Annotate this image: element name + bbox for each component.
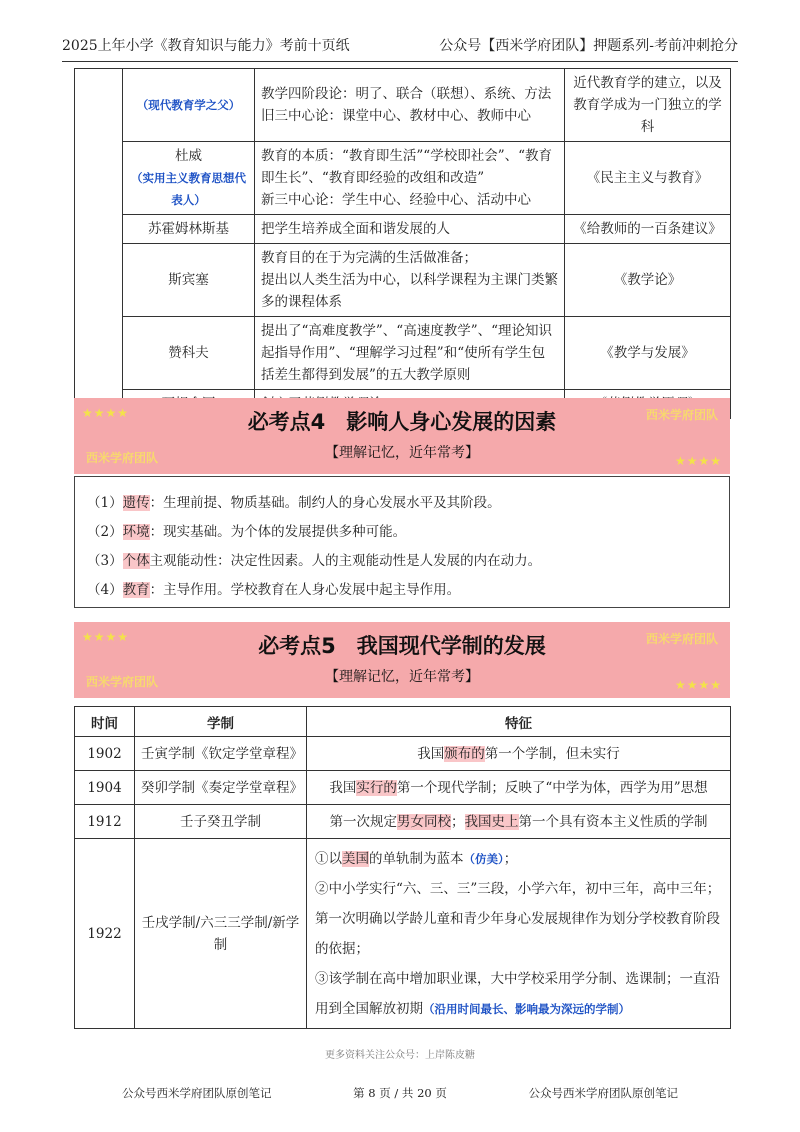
feature-cell [307, 839, 731, 1029]
column-header: 学制 [135, 707, 307, 737]
educator-cell [123, 317, 255, 390]
section5-subtitle: 【理解记忆，近年常考】 [325, 669, 479, 685]
educator-cell [123, 244, 255, 317]
table-row [75, 737, 731, 771]
content-line: 旧三中心论：课堂中心、教材中心、教师中心 [261, 108, 531, 124]
item-text: ：生理前提、物质基础。制约人的身心发展水平及其阶段。 [149, 495, 501, 511]
work-cell: 《教学与发展》 [565, 317, 731, 390]
content-cell [255, 244, 565, 317]
category-cell [75, 69, 123, 419]
section4-subtitle: 【理解记忆，近年常考】 [325, 445, 479, 461]
page-footer [122, 1085, 678, 1101]
content-line: 把学生培养成全面和谐发展的人 [261, 221, 450, 237]
table-row [75, 244, 731, 317]
item-keyword: 环境 [122, 524, 150, 540]
item-number: （1） [87, 495, 123, 511]
table-row [75, 771, 731, 805]
content-line: 教学四阶段论：明了、联合（联想）、系统、方法 [261, 86, 552, 102]
column-header: 特征 [307, 707, 731, 737]
educator-cell [123, 142, 255, 215]
table-row [75, 317, 731, 390]
table-header-row [75, 707, 731, 737]
banner-watermark: 西米学府团队 [645, 632, 718, 646]
item-keyword: 遗传 [122, 495, 150, 511]
work-cell: 《教学论》 [565, 244, 731, 317]
content-line: 提出了“高难度教学”、“高速度教学”、“理论知识起指导作用”、“理解学习过程”和“使所有学生包括差生都得到发展”的五大教学原则 [261, 323, 553, 383]
table-row [75, 215, 731, 244]
system-cell: 壬子癸丑学制 [135, 805, 307, 839]
educator-note: （实用主义教育思想代表人） [131, 171, 246, 207]
feature-cell: 我国颁布的第一个学制，但未实行 [307, 737, 731, 771]
content-cell [255, 69, 565, 142]
work-cell: 《给教师的一百条建议》 [565, 215, 731, 244]
feature-line: ①以美国的单轨制为蓝本（仿美）； [315, 850, 518, 867]
educators-table [74, 68, 731, 419]
star-rating: ★★★★ [82, 406, 130, 420]
section5-banner [74, 622, 730, 698]
banner-watermark: 西米学府团队 [645, 408, 718, 422]
educator-cell [123, 69, 255, 142]
system-cell: 壬戌学制/六三三学制/新学制 [135, 839, 307, 1029]
star-rating: ★★★★ [674, 454, 722, 468]
feature-cell: 我国实行的第一个现代学制；反映了“中学为体，西学为用”思想 [307, 771, 731, 805]
educator-name: 杜威 [175, 148, 202, 164]
table-row [75, 69, 731, 142]
page-header [62, 32, 738, 62]
system-cell: 癸卯学制《奏定学堂章程》 [135, 771, 307, 805]
educator-note: （现代教育学之父） [136, 98, 241, 112]
content-cell [255, 317, 565, 390]
content-line: 教育目的在于为完满的生活做准备； [261, 250, 477, 266]
footnote: 更多资料关注公众号：上岸陈皮糖 [325, 1050, 475, 1061]
banner-watermark: 西米学府团队 [86, 675, 159, 689]
page-number: 第 8 页 / 共 20 页 [353, 1086, 447, 1100]
educator-name: 斯宾塞 [168, 272, 209, 288]
feature-cell: 第一次规定男女同校；我国史上第一个具有资本主义性质的学制 [307, 805, 731, 839]
year-cell: 1902 [75, 737, 135, 771]
header-left: 2025上年小学《教育知识与能力》考前十页纸 [62, 38, 350, 54]
section4-title: 必考点4 影响人身心发展的因素 [247, 410, 557, 434]
item-keyword: 教育 [122, 582, 150, 598]
item-number: （2） [87, 524, 123, 540]
section5-title: 必考点5 我国现代学制的发展 [258, 634, 546, 658]
star-rating: ★★★★ [82, 630, 130, 644]
list-item [87, 489, 717, 518]
year-cell: 1922 [75, 839, 135, 1029]
system-cell: 壬寅学制《钦定学堂章程》 [135, 737, 307, 771]
list-item [87, 518, 717, 547]
item-number: （3） [87, 553, 123, 569]
item-text: ：主导作用。学校教育在人身心发展中起主导作用。 [149, 582, 461, 598]
list-item [87, 547, 717, 576]
header-right: 公众号【西米学府团队】押题系列-考前冲刺抢分 [439, 38, 738, 54]
content-cell [255, 142, 565, 215]
year-cell: 1912 [75, 805, 135, 839]
feature-line: ③该学制在高中增加职业课，大中学校采用学分制、选课制；一直沿用到全国解放初期（沿用时间最长、影响最为深远的学制） [315, 970, 720, 1017]
item-text: 主观能动性：决定性因素。人的主观能动性是人发展的内在动力。 [149, 553, 542, 569]
school-system-table [74, 706, 731, 1029]
educator-name: 赞科夫 [168, 345, 209, 361]
item-number: （4） [87, 582, 123, 598]
item-text: ：现实基础。为个体的发展提供多种可能。 [149, 524, 407, 540]
work-cell: 近代教育学的建立，以及教育学成为一门独立的学科 [565, 69, 731, 142]
educator-cell [123, 215, 255, 244]
footer-right: 公众号西米学府团队原创笔记 [528, 1086, 678, 1100]
item-keyword: 个体 [122, 553, 150, 569]
table-row [75, 839, 731, 1029]
list-item [87, 576, 717, 605]
section4-banner [74, 398, 730, 474]
content-line: 教育的本质：“教育即生活”“学校即社会”、“教育即生长”、“教育即经验的改组和改造” [261, 148, 553, 186]
column-header: 时间 [75, 707, 135, 737]
content-cell [255, 215, 565, 244]
educator-name: 苏霍姆林斯基 [148, 221, 229, 237]
factors-box [74, 476, 730, 608]
star-rating: ★★★★ [674, 678, 722, 692]
work-cell: 《民主主义与教育》 [565, 142, 731, 215]
footer-left: 公众号西米学府团队原创笔记 [122, 1086, 272, 1100]
banner-watermark: 西米学府团队 [86, 451, 159, 465]
year-cell: 1904 [75, 771, 135, 805]
table-row [75, 142, 731, 215]
feature-line: ②中小学实行“六、三、三”三段，小学六年，初中三年，高中三年；第一次明确以学龄儿童和青少年身心发展规律作为划分学校教育阶段的依据； [315, 880, 721, 957]
content-line: 新三中心论：学生中心、经验中心、活动中心 [261, 192, 531, 208]
content-line: 提出以人类生活为中心，以科学课程为主课门类繁多的课程体系 [261, 272, 558, 310]
table-row [75, 805, 731, 839]
